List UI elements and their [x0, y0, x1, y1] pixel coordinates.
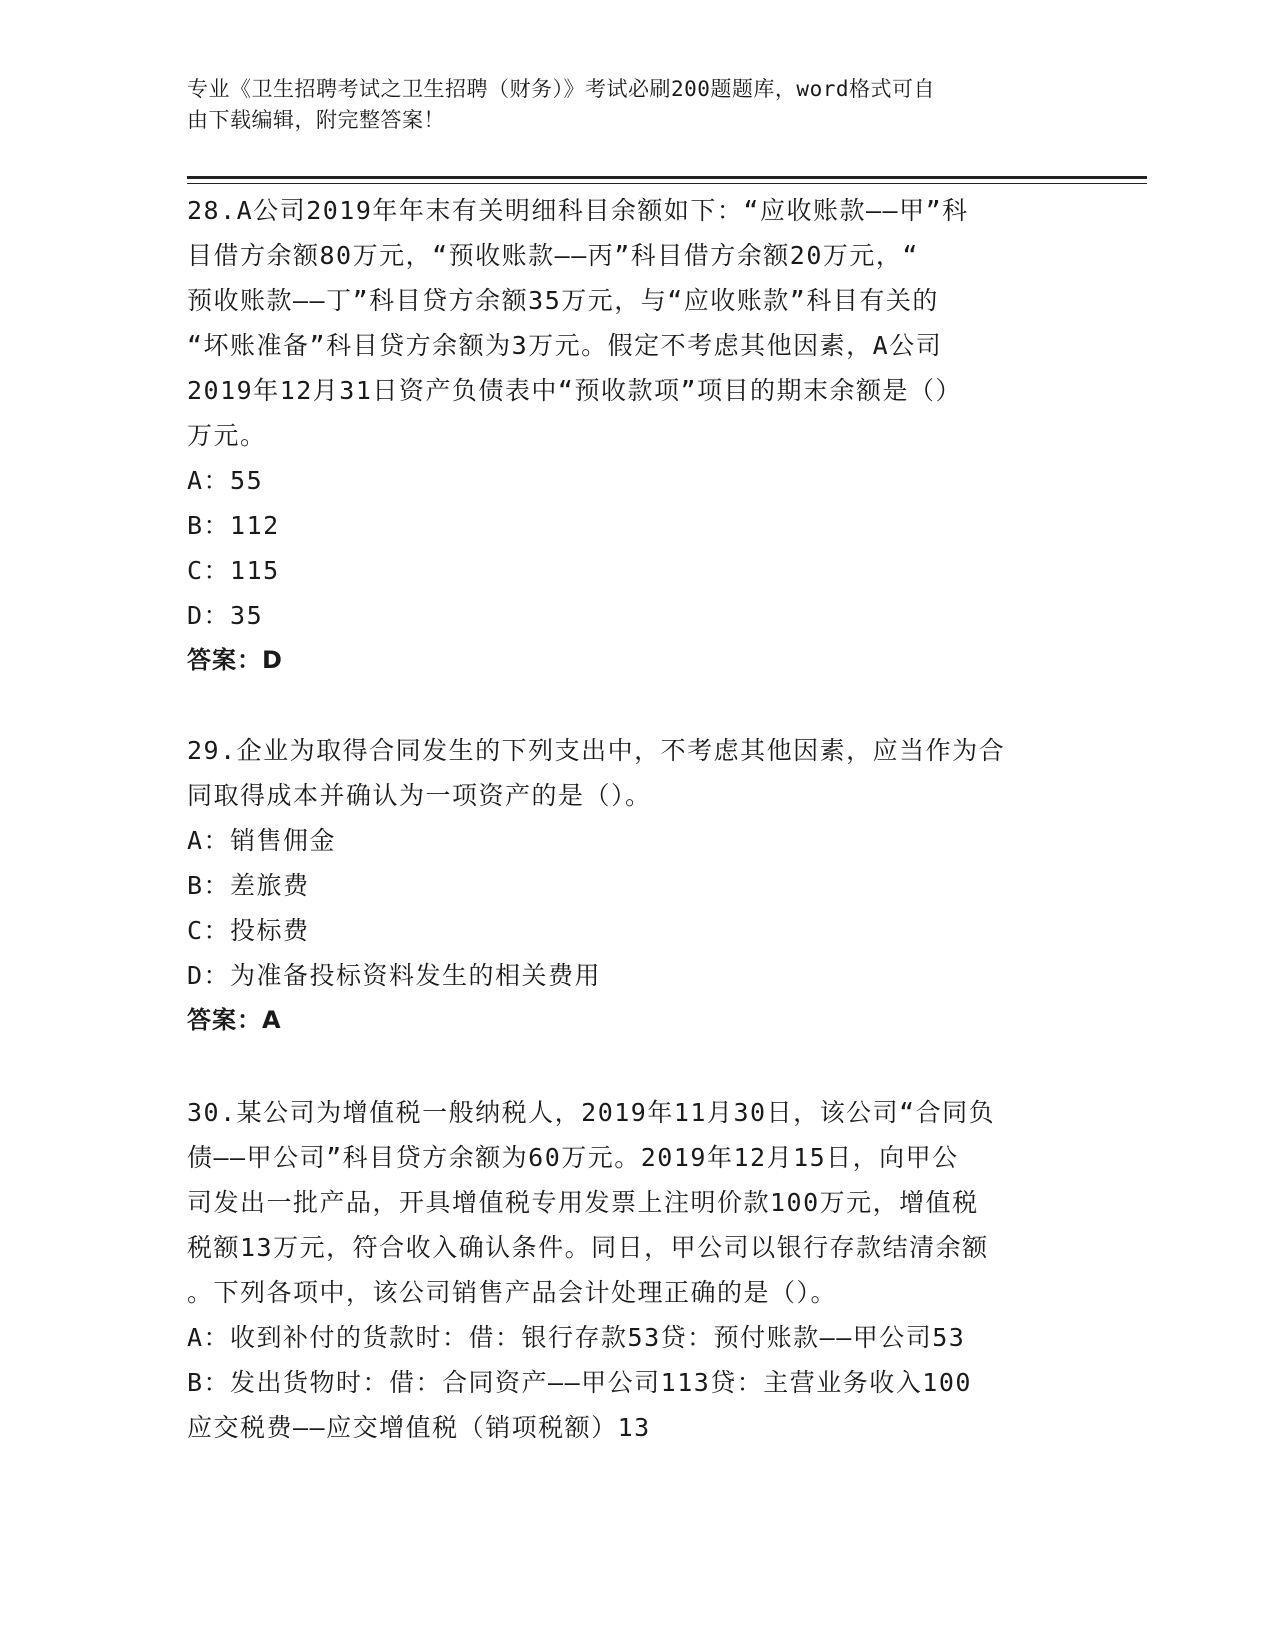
header-line-2: 由下载编辑，附完整答案！: [187, 108, 445, 132]
header-line-1: 专业《卫生招聘考试之卫生招聘（财务）》考试必刷200题题库，word格式可自: [187, 77, 935, 101]
option-b: B：发出货物时：借：合同资产——甲公司113贷：主营业务收入100 应交税费——应交增值税（销项税额）13: [187, 1368, 972, 1442]
header-divider-thick: [187, 176, 1147, 179]
answer-label: 答案：D: [187, 646, 283, 674]
option-a: A：销售佣金: [187, 826, 337, 855]
option-b: B：112: [187, 511, 280, 540]
option-c: C：115: [187, 556, 280, 585]
question-30: [187, 1090, 1087, 1450]
option-c: C：投标费: [187, 916, 310, 945]
answer-label: 答案：A: [187, 1006, 282, 1034]
option-a: A：收到补付的货款时：借：银行存款53贷：预付账款——甲公司53: [187, 1323, 966, 1352]
option-d: D：为准备投标资料发生的相关费用: [187, 961, 602, 990]
question-29: [187, 728, 1087, 1043]
option-a: A：55: [187, 466, 264, 495]
question-text: 30.某公司为增值税一般纳税人，2019年11月30日，该公司“合同负 债——甲公司”科目贷方余额为60万元。2019年12月15日，向甲公 司发出一批产品，开具增值税专用发票上注明价款100万元，增值税 税额13万元，符合收入确认条件。同日，甲公司以银行存款结清余额 。下列各项中，该公司销售产品会计处理正确的是（）。: [187, 1098, 996, 1307]
question-28: [187, 188, 1087, 683]
question-text: 29.企业为取得合同发生的下列支出中，不考虑其他因素，应当作为合 同取得成本并确认为一项资产的是（）。: [187, 736, 1006, 810]
option-b: B：差旅费: [187, 871, 310, 900]
option-d: D：35: [187, 601, 264, 630]
header-divider-thin: [187, 183, 1147, 184]
document-header: [187, 74, 1067, 136]
question-text: 28.A公司2019年年末有关明细科目余额如下：“应收账款——甲”科 目借方余额80万元，“预收账款——丙”科目借方余额20万元，“ 预收账款——丁”科目贷方余额35万元，与“应收账款”科目有关的 “坏账准备”科目贷方余额为3万元。假定不考虑其他因素，A公司 2019年12月31日资产负债表中“预收款项”项目的期末余额是（） 万元。: [187, 196, 969, 450]
